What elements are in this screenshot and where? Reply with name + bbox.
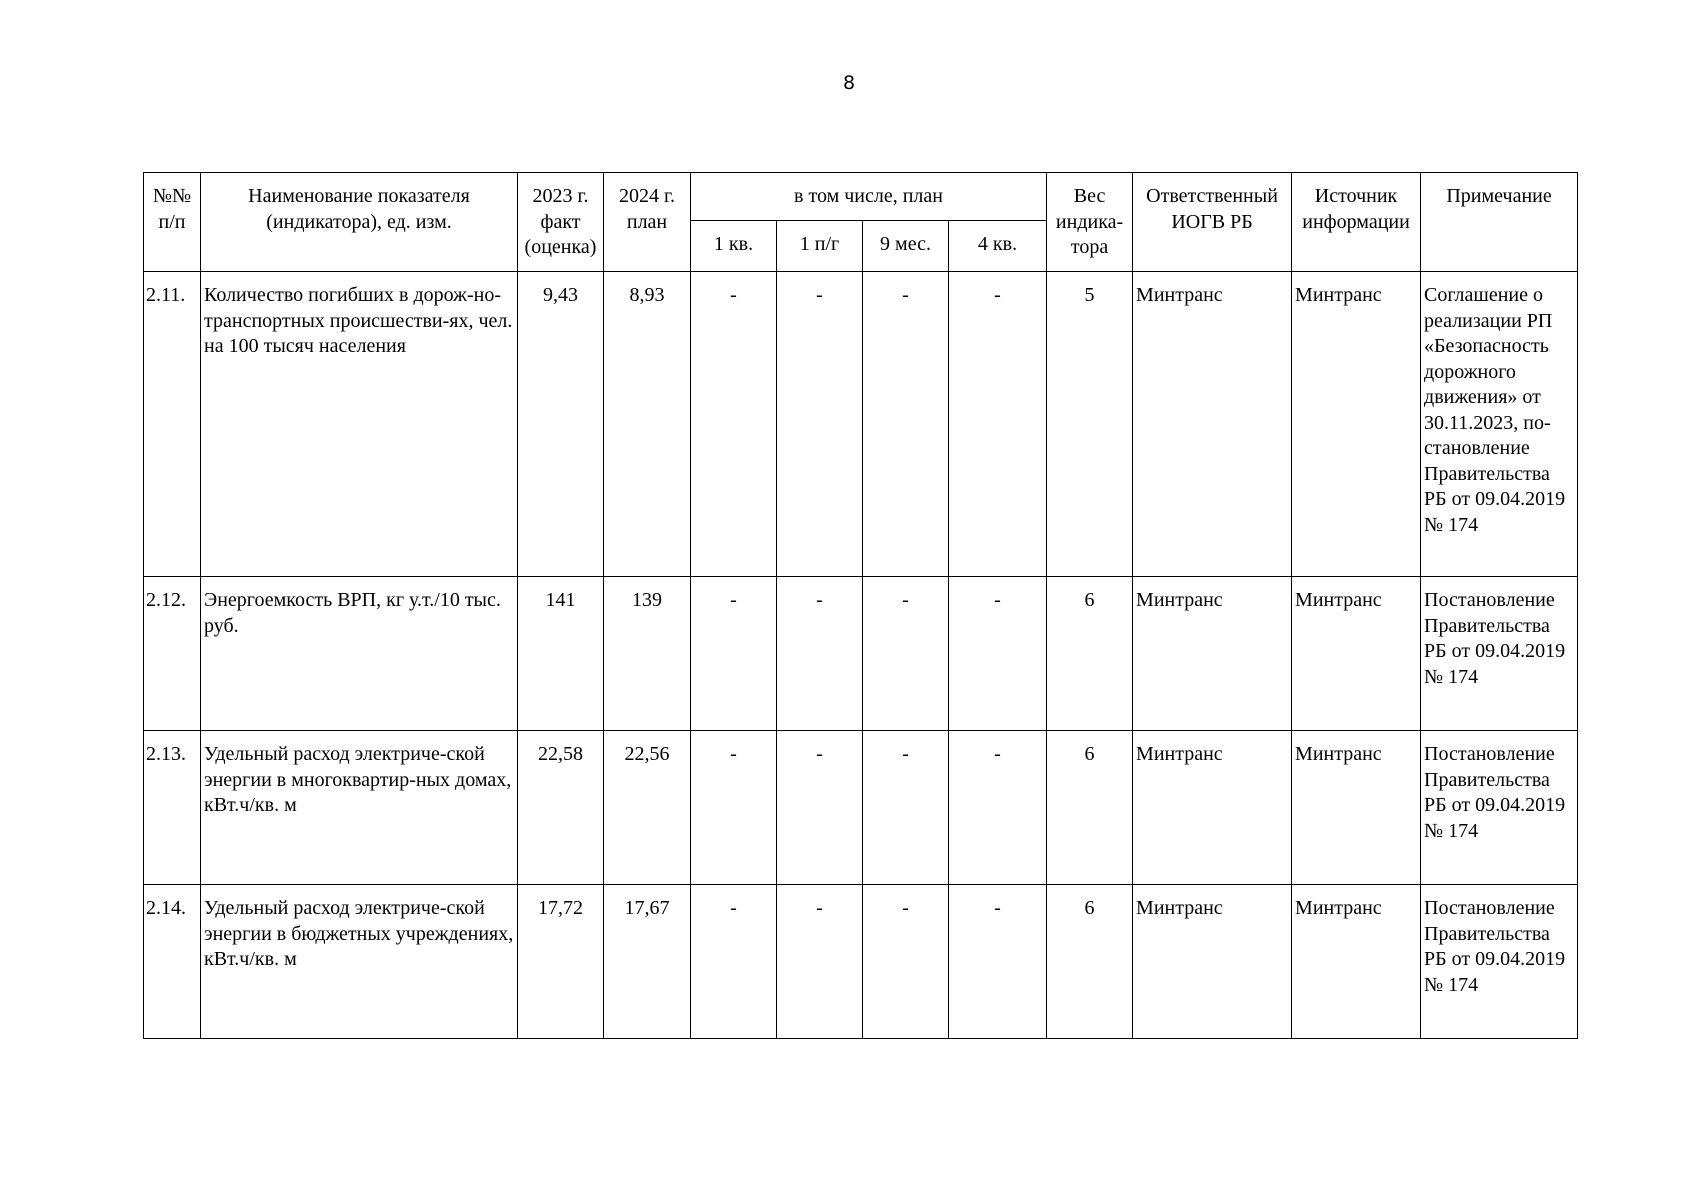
cell-note: Постановление Правительства РБ от 09.04.2019 № 174 xyxy=(1421,577,1578,731)
cell-responsible: Минтранс xyxy=(1133,885,1292,1039)
cell-num: 2.11. xyxy=(144,272,201,577)
cell-responsible: Минтранс xyxy=(1133,731,1292,885)
table-row xyxy=(144,885,1578,1039)
cell-name: Энергоемкость ВРП, кг у.т./10 тыс. руб. xyxy=(201,577,518,731)
header-num: №№ п/п xyxy=(144,173,201,272)
table-row xyxy=(144,577,1578,731)
cell-plan-2024: 139 xyxy=(604,577,691,731)
cell-h1: - xyxy=(777,272,863,577)
cell-9m: - xyxy=(863,731,949,885)
cell-fact-2023: 17,72 xyxy=(518,885,604,1039)
cell-h1: - xyxy=(777,577,863,731)
cell-fact-2023: 22,58 xyxy=(518,731,604,885)
cell-source: Минтранс xyxy=(1292,272,1421,577)
cell-plan-2024: 22,56 xyxy=(604,731,691,885)
table-row xyxy=(144,731,1578,885)
cell-source: Минтранс xyxy=(1292,885,1421,1039)
header-q4: 4 кв. xyxy=(949,221,1047,272)
cell-plan-2024: 8,93 xyxy=(604,272,691,577)
cell-weight: 6 xyxy=(1047,577,1133,731)
cell-note: Постановление Правительства РБ от 09.04.2019 № 174 xyxy=(1421,731,1578,885)
header-weight: Вес индика-тора xyxy=(1047,173,1133,272)
header-name: Наименование показателя (индикатора), ед. изм. xyxy=(201,173,518,272)
header-responsible: Ответственный ИОГВ РБ xyxy=(1133,173,1292,272)
cell-9m: - xyxy=(863,885,949,1039)
cell-weight: 5 xyxy=(1047,272,1133,577)
header-plan-2024: 2024 г. план xyxy=(604,173,691,272)
cell-q4: - xyxy=(949,731,1047,885)
cell-9m: - xyxy=(863,577,949,731)
cell-name: Удельный расход электриче-ской энергии в бюджетных учреждениях, кВт.ч/кв. м xyxy=(201,885,518,1039)
cell-q1: - xyxy=(691,272,777,577)
cell-q4: - xyxy=(949,577,1047,731)
cell-source: Минтранс xyxy=(1292,731,1421,885)
cell-q4: - xyxy=(949,272,1047,577)
cell-name: Удельный расход электриче-ской энергии в многоквартир-ных домах, кВт.ч/кв. м xyxy=(201,731,518,885)
header-source: Источник информации xyxy=(1292,173,1421,272)
header-fact-2023: 2023 г. факт (оценка) xyxy=(518,173,604,272)
cell-fact-2023: 141 xyxy=(518,577,604,731)
cell-note: Соглашение о реализации РП «Безопасность дорожного движения» от 30.11.2023, по-становление Правительства РБ от 09.04.2019 № 174 xyxy=(1421,272,1578,577)
header-q1: 1 кв. xyxy=(691,221,777,272)
cell-9m: - xyxy=(863,272,949,577)
cell-weight: 6 xyxy=(1047,731,1133,885)
cell-num: 2.12. xyxy=(144,577,201,731)
cell-note: Постановление Правительства РБ от 09.04.2019 № 174 xyxy=(1421,885,1578,1039)
cell-responsible: Минтранс xyxy=(1133,272,1292,577)
cell-plan-2024: 17,67 xyxy=(604,885,691,1039)
header-h1: 1 п/г xyxy=(777,221,863,272)
header-incl-plan: в том числе, план xyxy=(691,173,1047,221)
indicators-table xyxy=(143,172,1578,1039)
cell-weight: 6 xyxy=(1047,885,1133,1039)
cell-q1: - xyxy=(691,731,777,885)
cell-responsible: Минтранс xyxy=(1133,577,1292,731)
cell-h1: - xyxy=(777,731,863,885)
cell-num: 2.13. xyxy=(144,731,201,885)
header-note: Примечание xyxy=(1421,173,1578,272)
page-number: 8 xyxy=(842,72,856,94)
cell-fact-2023: 9,43 xyxy=(518,272,604,577)
cell-name: Количество погибших в дорож-но-транспортных происшестви-ях, чел. на 100 тысяч населения xyxy=(201,272,518,577)
cell-q4: - xyxy=(949,885,1047,1039)
cell-source: Минтранс xyxy=(1292,577,1421,731)
cell-q1: - xyxy=(691,577,777,731)
cell-num: 2.14. xyxy=(144,885,201,1039)
cell-q1: - xyxy=(691,885,777,1039)
header-9m: 9 мес. xyxy=(863,221,949,272)
cell-h1: - xyxy=(777,885,863,1039)
table-header xyxy=(144,173,1578,272)
table-row xyxy=(144,272,1578,577)
